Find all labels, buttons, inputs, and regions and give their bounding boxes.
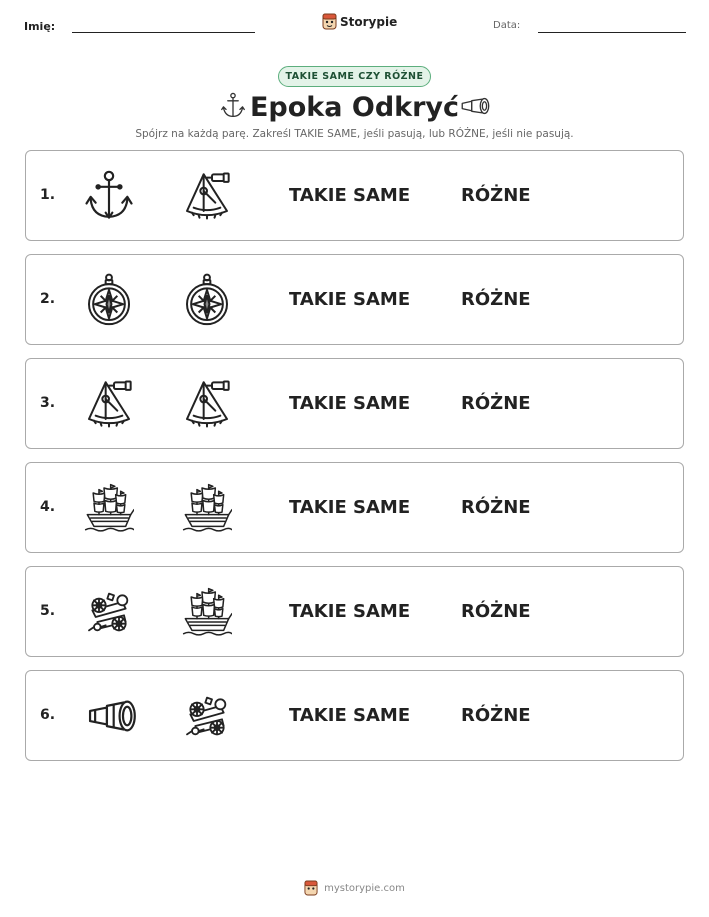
question-number: 2.: [40, 291, 56, 307]
sextant-icon: [84, 377, 134, 431]
anchor-icon: [84, 169, 134, 223]
question-row: [25, 254, 684, 345]
option-different[interactable]: RÓŻNE: [461, 185, 531, 206]
option-different[interactable]: RÓŻNE: [461, 393, 531, 414]
option-different[interactable]: RÓŻNE: [461, 289, 531, 310]
brand-logo: [322, 13, 397, 30]
option-same[interactable]: TAKIE SAME: [289, 289, 411, 310]
instructions: Spójrz na każdą parę. Zakreśl TAKIE SAME, jeśli pasują, lub RÓŻNE, jeśli nie pasują.: [135, 128, 574, 140]
question-number: 3.: [40, 395, 56, 411]
name-line[interactable]: [72, 32, 255, 33]
sextant-icon: [182, 169, 232, 223]
question-row: [25, 670, 684, 761]
question-row: [25, 566, 684, 657]
ship-icon: [84, 481, 134, 535]
date-line[interactable]: [538, 32, 686, 33]
brand-name: Storypie: [340, 14, 398, 29]
sextant-icon: [182, 377, 232, 431]
question-row: [25, 358, 684, 449]
option-same[interactable]: TAKIE SAME: [289, 497, 411, 518]
question-number: 5.: [40, 603, 56, 619]
storypie-mascot-icon: [322, 13, 337, 30]
spices-icon: [84, 585, 134, 639]
option-same[interactable]: TAKIE SAME: [289, 185, 411, 206]
compass-icon: [84, 273, 134, 327]
option-same[interactable]: TAKIE SAME: [289, 705, 411, 726]
ship-icon: [182, 481, 232, 535]
option-different[interactable]: RÓŻNE: [461, 601, 531, 622]
spices-icon: [182, 689, 232, 743]
question-number: 6.: [40, 707, 56, 723]
option-same[interactable]: TAKIE SAME: [289, 601, 411, 622]
question-number: 4.: [40, 499, 56, 515]
footer: [0, 880, 709, 896]
question-number: 1.: [40, 187, 56, 203]
option-different[interactable]: RÓŻNE: [461, 497, 531, 518]
question-row: [25, 462, 684, 553]
ship-icon: [182, 585, 232, 639]
storypie-mascot-icon: [304, 880, 318, 896]
option-different[interactable]: RÓŻNE: [461, 705, 531, 726]
spyglass-icon: [460, 97, 492, 115]
date-label: Data:: [493, 20, 521, 31]
page-title: Epoka Odkryć: [249, 92, 460, 123]
question-row: [25, 150, 684, 241]
spyglass-icon: [84, 689, 134, 743]
name-label: Imię:: [24, 20, 56, 33]
category-badge: TAKIE SAME CZY RÓŻNE: [278, 66, 431, 87]
footer-url: mystorypie.com: [324, 882, 405, 894]
compass-icon: [182, 273, 232, 327]
option-same[interactable]: TAKIE SAME: [289, 393, 411, 414]
